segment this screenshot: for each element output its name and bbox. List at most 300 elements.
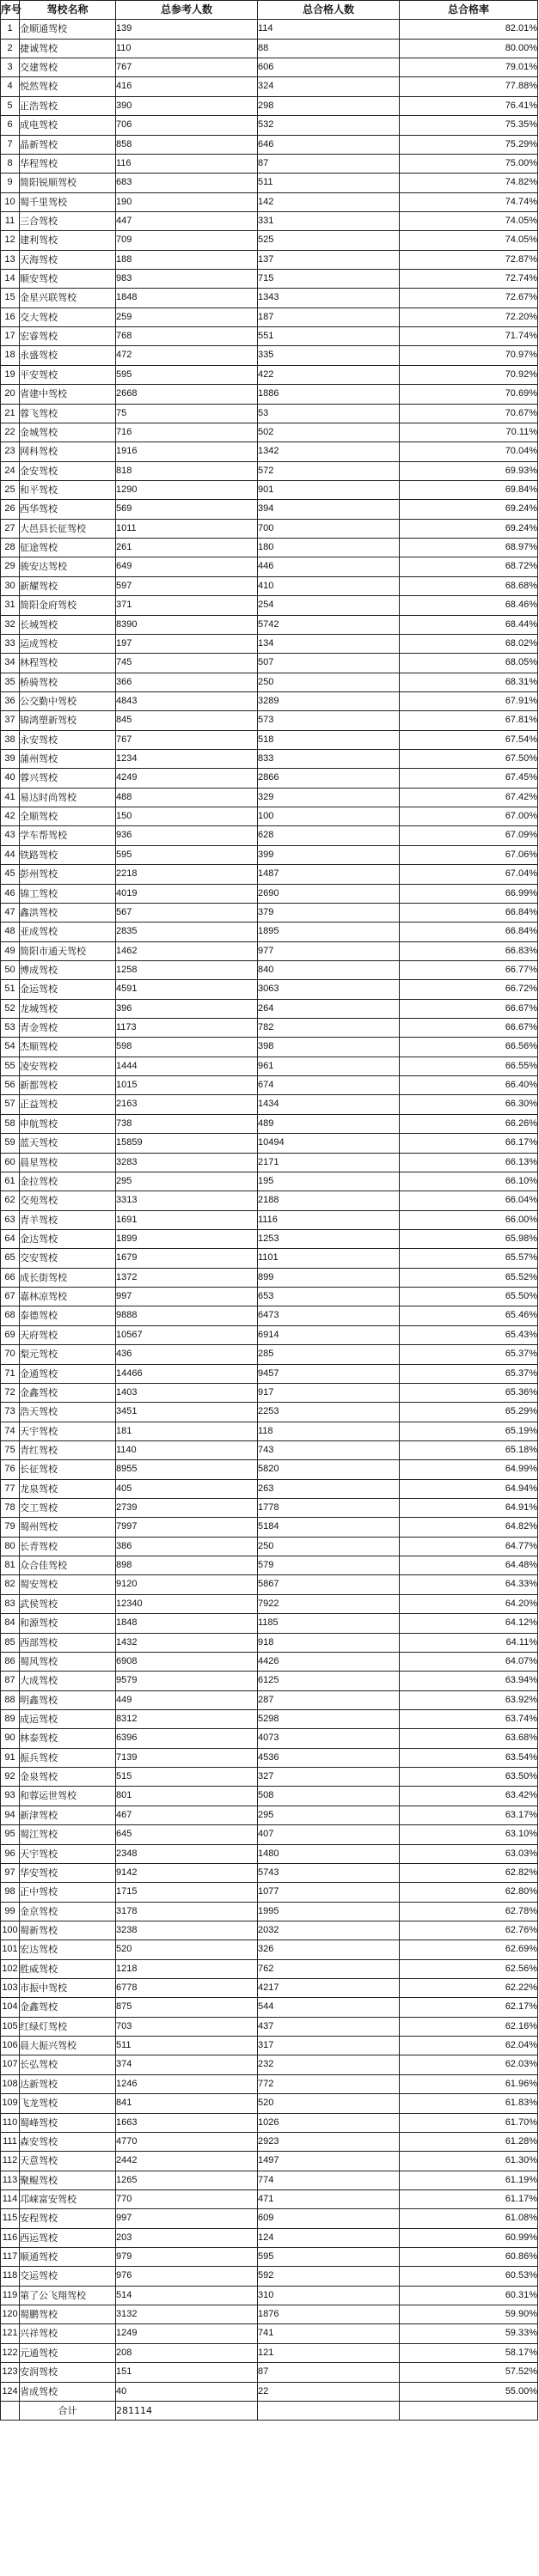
pass-rate: 69.24% [400, 500, 538, 519]
pass-rate: 74.82% [400, 174, 538, 192]
pass-rate: 66.13% [400, 1153, 538, 1172]
pass-rate: 68.05% [400, 654, 538, 673]
total-candidates: 645 [116, 1825, 258, 1844]
total-passed: 326 [258, 1940, 400, 1959]
total-passed: 298 [258, 96, 400, 115]
pass-rate: 65.36% [400, 1383, 538, 1402]
school-name: 金鑫驾校 [20, 1383, 116, 1402]
table-row [1, 980, 538, 999]
row-num: 113 [1, 2171, 20, 2189]
row-num: 91 [1, 1748, 20, 1767]
school-name: 青羊驾校 [20, 1210, 116, 1229]
total-candidates: 801 [116, 1787, 258, 1806]
total-candidates: 767 [116, 730, 258, 749]
pass-rate: 67.42% [400, 788, 538, 807]
pass-rate: 62.04% [400, 2037, 538, 2055]
total-passed: 1876 [258, 2305, 400, 2324]
table-row [1, 1652, 538, 1671]
row-num: 74 [1, 1422, 20, 1440]
school-name: 正益驾校 [20, 1095, 116, 1114]
total-passed: 508 [258, 1787, 400, 1806]
pass-rate: 65.43% [400, 1325, 538, 1344]
total-passed: 2032 [258, 1921, 400, 1940]
school-name: 红绿灯驾校 [20, 2017, 116, 2036]
pass-rate: 63.68% [400, 1729, 538, 1748]
table-row [1, 250, 538, 269]
table-row [1, 1844, 538, 1863]
total-passed: 646 [258, 135, 400, 154]
school-name: 交建驾校 [20, 58, 116, 77]
total-passed: 674 [258, 1076, 400, 1095]
school-name: 华程驾校 [20, 154, 116, 173]
total-passed: 4217 [258, 1979, 400, 1998]
school-name: 林程驾校 [20, 654, 116, 673]
table-row [1, 2094, 538, 2113]
row-num: 16 [1, 308, 20, 326]
pass-rate: 64.20% [400, 1594, 538, 1613]
pass-rate: 62.82% [400, 1863, 538, 1882]
pass-rate: 61.17% [400, 2189, 538, 2208]
pass-rate: 66.99% [400, 884, 538, 903]
table-row [1, 539, 538, 557]
row-num: 17 [1, 327, 20, 346]
school-name: 蜀峰驾校 [20, 2113, 116, 2132]
total-passed: 394 [258, 500, 400, 519]
school-name: 明鑫驾校 [20, 1690, 116, 1709]
total-candidates: 2835 [116, 923, 258, 941]
table-body [1, 20, 538, 2402]
school-name: 新津驾校 [20, 1806, 116, 1824]
pass-rate: 65.19% [400, 1422, 538, 1440]
pass-rate: 69.84% [400, 480, 538, 499]
total-rate-cell [400, 2401, 538, 2420]
school-name: 蜀风驾校 [20, 1652, 116, 1671]
row-num: 89 [1, 1709, 20, 1728]
pass-rate: 75.00% [400, 154, 538, 173]
row-num: 75 [1, 1440, 20, 1459]
total-passed: 502 [258, 423, 400, 442]
total-candidates: 3178 [116, 1902, 258, 1921]
pass-rate: 66.77% [400, 960, 538, 979]
total-candidates: 1290 [116, 480, 258, 499]
pass-rate: 63.74% [400, 1709, 538, 1728]
school-name: 锦工驾校 [20, 884, 116, 903]
row-num: 121 [1, 2324, 20, 2343]
pass-rate: 64.33% [400, 1575, 538, 1594]
total-candidates: 1249 [116, 2324, 258, 2343]
school-name: 西运驾校 [20, 2228, 116, 2247]
row-num: 101 [1, 1940, 20, 1959]
total-passed: 3289 [258, 691, 400, 710]
total-candidates: 875 [116, 1998, 258, 2017]
total-passed: 1778 [258, 1499, 400, 1518]
row-num: 96 [1, 1844, 20, 1863]
total-candidates: 1899 [116, 1230, 258, 1249]
table-row [1, 750, 538, 769]
table-row [1, 654, 538, 673]
pass-rate: 72.67% [400, 289, 538, 308]
table-row [1, 1345, 538, 1364]
school-name: 和蓉运世驾校 [20, 1787, 116, 1806]
total-candidates: 151 [116, 2363, 258, 2382]
pass-rate: 70.92% [400, 365, 538, 384]
pass-rate: 64.12% [400, 1614, 538, 1633]
school-name: 天宇驾校 [20, 1844, 116, 1863]
pass-rate: 80.00% [400, 39, 538, 58]
table-row [1, 1210, 538, 1229]
total-candidates: 703 [116, 2017, 258, 2036]
pass-rate: 77.88% [400, 77, 538, 96]
total-passed: 180 [258, 539, 400, 557]
school-name: 安程驾校 [20, 2209, 116, 2228]
table-row [1, 1518, 538, 1537]
row-num: 42 [1, 807, 20, 826]
pass-rate: 68.31% [400, 673, 538, 691]
total-passed: 124 [258, 2228, 400, 2247]
header-pass-rate: 总合格率 [400, 1, 538, 20]
total-passed: 1101 [258, 1249, 400, 1268]
table-row [1, 20, 538, 39]
school-name: 胜威驾校 [20, 1959, 116, 1978]
table-row [1, 615, 538, 634]
total-candidates: 976 [116, 2267, 258, 2286]
table-row [1, 730, 538, 749]
table-row [1, 289, 538, 308]
table-row [1, 1940, 538, 1959]
table-row [1, 1288, 538, 1306]
total-passed: 5184 [258, 1518, 400, 1537]
row-num: 105 [1, 2017, 20, 2036]
school-name: 省成驾校 [20, 2382, 116, 2401]
school-name: 晨星驾校 [20, 1153, 116, 1172]
total-candidates: 567 [116, 903, 258, 922]
total-candidates: 1848 [116, 289, 258, 308]
total-candidates: 738 [116, 1114, 258, 1133]
row-num: 120 [1, 2305, 20, 2324]
pass-rate: 67.00% [400, 807, 538, 826]
school-name: 振兵驾校 [20, 1748, 116, 1767]
total-candidates: 841 [116, 2094, 258, 2113]
total-candidates: 15859 [116, 1134, 258, 1153]
table-row [1, 1556, 538, 1575]
pass-rate: 60.99% [400, 2228, 538, 2247]
total-candidates: 1140 [116, 1440, 258, 1459]
total-passed: 628 [258, 826, 400, 845]
total-passed: 285 [258, 1345, 400, 1364]
row-num: 11 [1, 211, 20, 230]
row-num: 100 [1, 1921, 20, 1940]
school-name: 西部驾校 [20, 1633, 116, 1652]
total-passed: 653 [258, 1288, 400, 1306]
total-candidates: 208 [116, 2343, 258, 2362]
table-row [1, 1575, 538, 1594]
school-name: 骏安达驾校 [20, 557, 116, 576]
school-name: 金顺通驾校 [20, 20, 116, 39]
pass-rate: 64.48% [400, 1556, 538, 1575]
total-candidates: 467 [116, 1806, 258, 1824]
school-name: 天意驾校 [20, 2152, 116, 2171]
total-candidates: 9579 [116, 1672, 258, 1690]
header-num: 序号 [1, 1, 20, 20]
school-name: 金星兴联驾校 [20, 289, 116, 308]
table-row [1, 941, 538, 960]
total-passed: 572 [258, 461, 400, 480]
table-row [1, 1633, 538, 1652]
row-num: 109 [1, 2094, 20, 2113]
school-name: 西华驾校 [20, 500, 116, 519]
school-name: 元通驾校 [20, 2343, 116, 2362]
school-name: 蜀江驾校 [20, 1825, 116, 1844]
table-row [1, 845, 538, 864]
row-num: 94 [1, 1806, 20, 1824]
row-num: 28 [1, 539, 20, 557]
total-passed: 114 [258, 20, 400, 39]
total-candidates: 416 [116, 77, 258, 96]
table-row [1, 691, 538, 710]
pass-rate: 67.04% [400, 865, 538, 884]
school-name: 新耀驾校 [20, 576, 116, 595]
total-passed: 264 [258, 999, 400, 1018]
row-num: 86 [1, 1652, 20, 1671]
school-name: 众合佳驾校 [20, 1556, 116, 1575]
pass-rate: 67.45% [400, 769, 538, 788]
pass-rate: 62.03% [400, 2055, 538, 2074]
table-row [1, 192, 538, 211]
school-name: 易达时尚驾校 [20, 788, 116, 807]
total-passed: 918 [258, 1633, 400, 1652]
pass-rate: 64.77% [400, 1537, 538, 1556]
school-name: 新都驾校 [20, 1076, 116, 1095]
total-candidates: 515 [116, 1768, 258, 1787]
table-row [1, 2305, 538, 2324]
pass-rate: 65.18% [400, 1440, 538, 1459]
total-passed: 551 [258, 327, 400, 346]
row-num: 103 [1, 1979, 20, 1998]
table-row [1, 1134, 538, 1153]
total-passed: 1434 [258, 1095, 400, 1114]
table-row [1, 1460, 538, 1479]
table-row [1, 1672, 538, 1690]
total-candidates: 1916 [116, 442, 258, 461]
total-passed: 410 [258, 576, 400, 595]
table-row [1, 39, 538, 58]
row-num: 84 [1, 1614, 20, 1633]
total-passed: 595 [258, 2248, 400, 2267]
table-row [1, 2132, 538, 2151]
table-row [1, 2037, 538, 2055]
pass-rate: 66.83% [400, 941, 538, 960]
table-row [1, 673, 538, 691]
total-candidates: 447 [116, 211, 258, 230]
total-candidates: 997 [116, 1288, 258, 1306]
row-num: 56 [1, 1076, 20, 1095]
table-row [1, 2209, 538, 2228]
total-candidates: 150 [116, 807, 258, 826]
pass-rate: 66.55% [400, 1057, 538, 1075]
table-row [1, 442, 538, 461]
row-num: 43 [1, 826, 20, 845]
header-total-passed: 总合格人数 [258, 1, 400, 20]
school-name: 博成驾校 [20, 960, 116, 979]
table-row [1, 1191, 538, 1210]
table-row [1, 1883, 538, 1902]
table-row [1, 2343, 538, 2362]
row-num: 88 [1, 1690, 20, 1709]
row-num: 49 [1, 941, 20, 960]
row-num: 118 [1, 2267, 20, 2286]
row-num: 63 [1, 1210, 20, 1229]
pass-rate: 66.67% [400, 1019, 538, 1038]
row-num: 24 [1, 461, 20, 480]
total-candidates: 139 [116, 20, 258, 39]
total-passed: 1077 [258, 1883, 400, 1902]
total-candidates: 997 [116, 2209, 258, 2228]
total-candidates: 390 [116, 96, 258, 115]
total-passed: 250 [258, 1537, 400, 1556]
table-row [1, 2228, 538, 2247]
total-candidates: 472 [116, 346, 258, 365]
pass-rate: 66.56% [400, 1038, 538, 1057]
row-num: 8 [1, 154, 20, 173]
total-passed: 4073 [258, 1729, 400, 1748]
pass-rate: 68.02% [400, 634, 538, 653]
pass-rate: 79.01% [400, 58, 538, 77]
row-num: 35 [1, 673, 20, 691]
total-candidates: 595 [116, 845, 258, 864]
total-passed-cell [258, 2401, 400, 2420]
total-passed: 399 [258, 845, 400, 864]
row-num: 41 [1, 788, 20, 807]
total-passed: 407 [258, 1825, 400, 1844]
total-candidates: 366 [116, 673, 258, 691]
table-row [1, 1998, 538, 2017]
total-candidates: 488 [116, 788, 258, 807]
pass-rate: 66.84% [400, 903, 538, 922]
school-name: 蜀鹏驾校 [20, 2305, 116, 2324]
row-num: 87 [1, 1672, 20, 1690]
total-passed: 195 [258, 1172, 400, 1191]
row-num: 80 [1, 1537, 20, 1556]
school-name: 顺安驾校 [20, 270, 116, 289]
table-row [1, 1249, 538, 1268]
pass-rate: 72.87% [400, 250, 538, 269]
school-name: 三合驾校 [20, 211, 116, 230]
table-row [1, 58, 538, 77]
total-passed: 324 [258, 77, 400, 96]
total-passed: 782 [258, 1019, 400, 1038]
school-name: 简阳锐顺驾校 [20, 174, 116, 192]
table-row [1, 1230, 538, 1249]
pass-rate: 67.06% [400, 845, 538, 864]
pass-rate: 64.11% [400, 1633, 538, 1652]
total-candidates: 1679 [116, 1249, 258, 1268]
total-passed: 518 [258, 730, 400, 749]
total-candidates: 1432 [116, 1633, 258, 1652]
total-passed: 87 [258, 154, 400, 173]
table-row [1, 1422, 538, 1440]
total-passed: 1116 [258, 1210, 400, 1229]
total-passed: 471 [258, 2189, 400, 2208]
total-candidates: 9142 [116, 1863, 258, 1882]
table-row [1, 557, 538, 576]
total-passed: 437 [258, 2017, 400, 2036]
row-num: 32 [1, 615, 20, 634]
total-passed: 287 [258, 1690, 400, 1709]
row-num: 2 [1, 39, 20, 58]
row-num: 52 [1, 999, 20, 1018]
total-candidates: 374 [116, 2055, 258, 2074]
total-candidates: 818 [116, 461, 258, 480]
row-num: 78 [1, 1499, 20, 1518]
total-passed: 977 [258, 941, 400, 960]
table-row [1, 519, 538, 538]
row-num: 114 [1, 2189, 20, 2208]
school-name: 蜀州驾校 [20, 1518, 116, 1537]
pass-rate: 63.42% [400, 1787, 538, 1806]
total-candidates: 8312 [116, 1709, 258, 1728]
school-name: 蓉飞驾校 [20, 404, 116, 423]
total-passed: 398 [258, 1038, 400, 1057]
pass-rate: 65.57% [400, 1249, 538, 1268]
row-num: 27 [1, 519, 20, 538]
row-num: 22 [1, 423, 20, 442]
school-name: 青金驾校 [20, 1019, 116, 1038]
total-candidates: 7139 [116, 1748, 258, 1767]
total-candidates: 4019 [116, 884, 258, 903]
row-num: 39 [1, 750, 20, 769]
table-row [1, 154, 538, 173]
pass-rate: 60.86% [400, 2248, 538, 2267]
school-name: 第了公飞翔驾校 [20, 2286, 116, 2305]
total-passed: 10494 [258, 1134, 400, 1153]
total-passed: 2188 [258, 1191, 400, 1210]
school-name: 捷诚驾校 [20, 39, 116, 58]
row-num: 47 [1, 903, 20, 922]
school-name: 成电驾校 [20, 116, 116, 135]
table-row [1, 346, 538, 365]
total-candidates: 281114 [116, 2401, 258, 2420]
school-name: 蜀安驾校 [20, 1575, 116, 1594]
pass-rate: 63.54% [400, 1748, 538, 1767]
table-row [1, 1979, 538, 1998]
total-candidates: 1173 [116, 1019, 258, 1038]
school-name: 飞龙驾校 [20, 2094, 116, 2113]
row-num: 97 [1, 1863, 20, 1882]
pass-rate: 74.05% [400, 231, 538, 250]
table-header-row [1, 1, 538, 20]
header-total-candidates: 总参考人数 [116, 1, 258, 20]
school-name: 鑫洪驾校 [20, 903, 116, 922]
row-num: 46 [1, 884, 20, 903]
pass-rate: 70.67% [400, 404, 538, 423]
table-row [1, 2055, 538, 2074]
school-name: 金达驾校 [20, 1230, 116, 1249]
school-name: 平安驾校 [20, 365, 116, 384]
school-name: 学车帮驾校 [20, 826, 116, 845]
row-num: 111 [1, 2132, 20, 2151]
pass-rate: 61.08% [400, 2209, 538, 2228]
total-passed: 573 [258, 711, 400, 730]
pass-rate: 65.52% [400, 1268, 538, 1287]
total-candidates: 1403 [116, 1383, 258, 1402]
table-row [1, 865, 538, 884]
row-num: 26 [1, 500, 20, 519]
total-candidates: 6778 [116, 1979, 258, 1998]
row-num: 106 [1, 2037, 20, 2055]
table-row [1, 884, 538, 903]
school-name: 晶新驾校 [20, 135, 116, 154]
total-passed: 379 [258, 903, 400, 922]
